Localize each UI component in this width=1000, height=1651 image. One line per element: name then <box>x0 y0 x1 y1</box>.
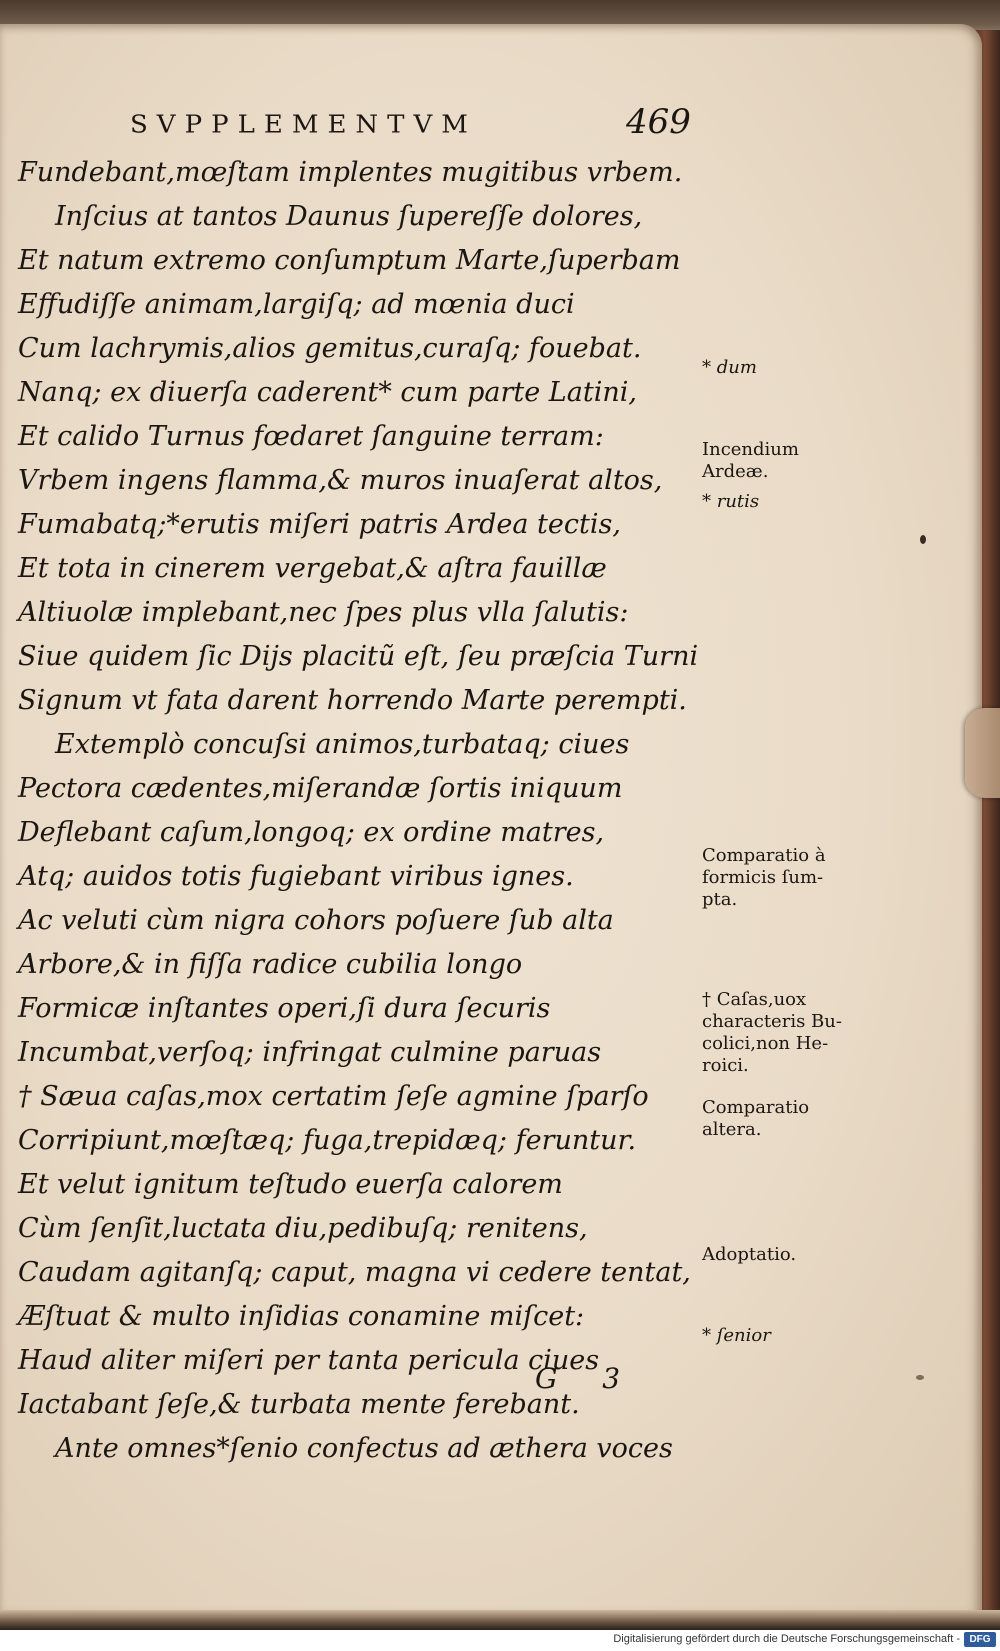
running-head: SVPPLEMENTVM <box>130 110 477 140</box>
margin-note: Ardeæ. <box>702 461 769 482</box>
margin-note: Comparatio <box>702 1097 810 1118</box>
verse-line: Nanq; ex diuerſa caderent* cum parte Latini, <box>18 377 637 408</box>
book-bottom-edge <box>0 1610 1000 1630</box>
verse-line: Fundebant,mœſtam implentes mugitibus vrbem. <box>18 157 683 188</box>
funding-credit: Digitalisierung gefördert durch die Deutsche Forschungsgemeinschaft - <box>613 1633 960 1645</box>
verse-line: Extemplò concuſsi animos,turbataq; ciues <box>55 729 630 760</box>
verse-line: Siue quidem ſic Dijs placitũ eſt, ſeu præſcia Turni <box>18 641 699 672</box>
verse-line: Signum vt fata darent horrendo Marte perempti. <box>18 685 687 716</box>
ink-spot <box>916 1375 924 1380</box>
verse-line: Atq; auidos totis fugiebant viribus ignes. <box>18 861 574 892</box>
verse-line: Inſcius at tantos Daunus ſupereſſe dolores, <box>55 201 643 232</box>
signature-mark: G 3 <box>535 1362 639 1395</box>
page-number: 469 <box>626 102 691 142</box>
verse-line: Et tota in cinerem vergebat,& aſtra fauillæ <box>18 553 607 584</box>
verse-line: Fumabatq;*erutis miſeri patris Ardea tectis, <box>18 509 621 540</box>
verse-line: Vrbem ingens flamma,& muros inuaſerat altos, <box>18 465 663 496</box>
margin-note: Adoptatio. <box>702 1244 797 1265</box>
margin-note: formicis ſum- <box>702 867 824 888</box>
verse-line: Formicæ inſtantes operi,ſi dura ſecuris <box>18 993 551 1024</box>
margin-note: Comparatio à <box>702 845 826 866</box>
ink-spot <box>920 535 926 544</box>
dfg-logo: DFG <box>964 1632 996 1647</box>
verse-line: Corripiunt,mœſtæq; fuga,trepidæq; feruntur. <box>18 1125 637 1156</box>
margin-note: pta. <box>702 889 738 910</box>
margin-note: † Caſas,uox <box>702 989 807 1010</box>
verse-line: Incumbat,verſoq; infringat culmine paruas <box>18 1037 602 1068</box>
margin-note: * rutis <box>702 491 760 512</box>
verse-line: Ac veluti cùm nigra cohors poſuere ſub alta <box>18 905 614 936</box>
verse-line: Effudiſſe animam,largiſq; ad mœnia duci <box>18 289 575 320</box>
verse-line: Ante omnes*ſenio confectus ad æthera voces <box>55 1433 673 1464</box>
margin-note: Incendium <box>702 439 799 460</box>
margin-note: * ſenior <box>702 1325 771 1346</box>
verse-line: Cum lachrymis,alios gemitus,curaſq; fouebat. <box>18 333 642 364</box>
margin-note: * dum <box>702 357 757 378</box>
margin-note: roici. <box>702 1055 749 1076</box>
verse-line: Et calido Turnus fœdaret ſanguine terram: <box>18 421 604 452</box>
verse-line: Et natum extremo conſumptum Marte,ſuperbam <box>18 245 681 276</box>
verse-line: † Sæua caſas,mox certatim ſeſe agmine ſparſo <box>18 1081 649 1112</box>
verse-line: Haud aliter miſeri per tanta pericula ciues <box>18 1345 600 1376</box>
page-tab <box>965 708 1000 798</box>
verse-line: Æſtuat & multo inſidias conamine miſcet: <box>18 1301 585 1332</box>
margin-note: characteris Bu- <box>702 1011 842 1032</box>
margin-note: colici,non He- <box>702 1033 829 1054</box>
margin-note: altera. <box>702 1119 762 1140</box>
verse-line: Altiuolæ implebant,nec ſpes plus vlla ſalutis: <box>18 597 629 628</box>
verse-line: Pectora cædentes,miſerandæ ſortis iniquum <box>18 773 623 804</box>
verse-line: Caudam agitanſq; caput, magna vi cedere tentat, <box>18 1257 691 1288</box>
verse-line: Et velut ignitum teſtudo euerſa calorem <box>18 1169 563 1200</box>
verse-line: Arbore,& in fiſſa radice cubilia longo <box>18 949 523 980</box>
verse-line: Iactabant ſeſe,& turbata mente ferebant. <box>18 1389 580 1420</box>
verse-line: Cùm ſenſit,luctata diu,pedibuſq; renitens, <box>18 1213 588 1244</box>
verse-line: Deflebant caſum,longoq; ex ordine matres, <box>18 817 605 848</box>
